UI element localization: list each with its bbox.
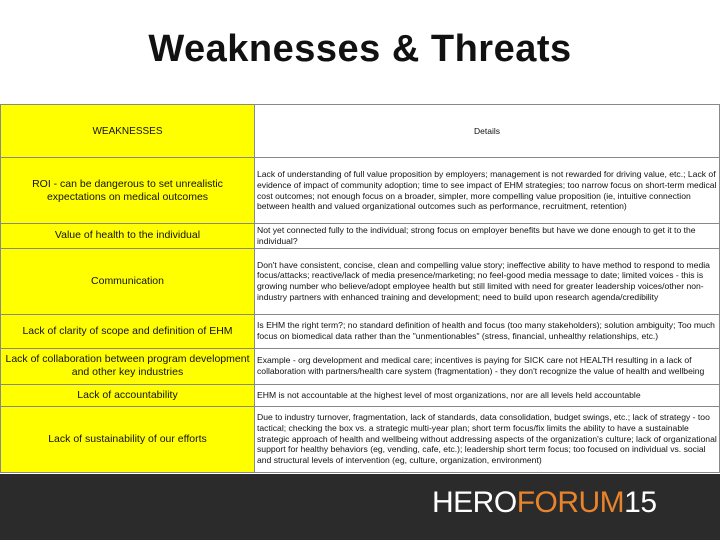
weakness-details: Example - org development and medical care; incentives is paying for SICK care not HEALTH resulting in a lack of collaboration with partners/health care system (fragmentation) - they don't recognize the value of health and wellbeing	[255, 348, 720, 384]
weakness-details: EHM is not accountable at the highest level of most organizations, nor are all levels held accountable	[255, 384, 720, 406]
table-row	[1, 384, 720, 406]
table-row	[1, 406, 720, 472]
table-header-row	[1, 105, 720, 158]
weakness-label: Value of health to the individual	[1, 224, 255, 249]
header-weaknesses: WEAKNESSES	[1, 105, 255, 158]
table-row	[1, 248, 720, 314]
weakness-details: Don't have consistent, concise, clean and compelling value story; ineffective ability to have method to respond to media focus/attacks; reactive/lack of media presence/marketing; no feel-good media message to date; limited voices - this is growing number who believe/adopt employee health but still limited with need for greater leadership voices/other non-industry partners with enhanced training and development; need to build upon research agenda/credibility	[255, 248, 720, 314]
weakness-label: Communication	[1, 248, 255, 314]
table-row	[1, 158, 720, 224]
logo-year-text: 15	[624, 486, 657, 519]
heroforum-logo	[432, 486, 657, 520]
weakness-details: Lack of understanding of full value proposition by employers; management is not rewarded for driving value, etc.; Lack of evidence of impact of community adoption; time to see impact of EHM strategies; too narrow focus on short-term medical cost outcomes; not enough focus on a broader, simpler, more compelling value proposition (ie, intuitive connection between health and valued organizational outcomes such as performance, recruitment, retention)	[255, 158, 720, 224]
weakness-label: ROI - can be dangerous to set unrealistic expectations on medical outcomes	[1, 158, 255, 224]
weakness-details: Not yet connected fully to the individual; strong focus on employer benefits but have we done enough to get it to the individual?	[255, 224, 720, 249]
weakness-details: Due to industry turnover, fragmentation, lack of standards, data consolidation, budget swings, etc.; lack of strategy - too tactical; checking the box vs. a strategic multi-year plan; short term focus/fix limits the ability to have a sustainable strategic approach of health and wellbeing without addressing aspects of the organization's culture; lack of organizational support for healthy behaviors (eg, vending, cafe, etc.); leadership short term focus; too focused on individual vs. social and structural levels of intervention (eg, culture, organization, environment)	[255, 406, 720, 472]
logo-forum-text: FORUM	[516, 486, 625, 519]
weakness-details: Is EHM the right term?; no standard definition of health and focus (too many stakeholders); solution ambiguity; Too much focus on biomedical data rather than the "unmentionables" (stress, financial, unhealthy relationships, etc.)	[255, 314, 720, 348]
weakness-label: Lack of sustainability of our efforts	[1, 406, 255, 472]
slide-title: Weaknesses & Threats	[148, 28, 572, 70]
logo-hero-text: HERO	[432, 486, 517, 519]
weakness-label: Lack of accountability	[1, 384, 255, 406]
table-row	[1, 348, 720, 384]
weakness-label: Lack of clarity of scope and definition of EHM	[1, 314, 255, 348]
header-details: Details	[255, 105, 720, 158]
weakness-label: Lack of collaboration between program development and other key industries	[1, 348, 255, 384]
table-row	[1, 224, 720, 249]
weaknesses-table	[0, 104, 720, 473]
table-row	[1, 314, 720, 348]
